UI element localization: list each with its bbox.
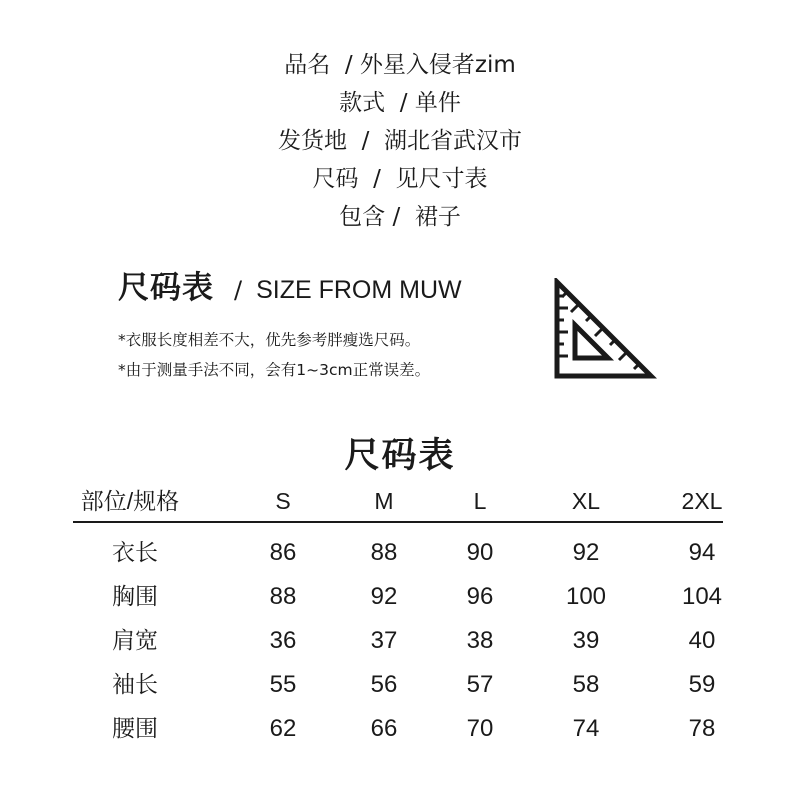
cell-value: 92: [572, 539, 600, 566]
note-error: *由于测量手法不同，会有1~3cm正常误差。: [118, 361, 431, 379]
header-part: 部位/规格: [80, 488, 180, 514]
cell-value: 78: [688, 715, 716, 742]
header-size-s: S: [275, 488, 291, 514]
cell-value: 38: [466, 627, 494, 654]
header-divider: [73, 521, 723, 523]
cell-value: 88: [370, 539, 398, 566]
heading-en: SIZE FROM MUW: [256, 276, 462, 304]
cell-value: 100: [565, 583, 607, 610]
ship-from-line: 发货地 / 湖北省武汉市: [278, 128, 522, 154]
size-chart-heading: [118, 262, 462, 307]
header-size-m: M: [374, 488, 394, 514]
cell-value: 36: [269, 627, 297, 654]
cell-value: 96: [466, 583, 494, 610]
cell-value: 90: [466, 539, 494, 566]
row-part: 袖长: [112, 672, 158, 698]
cell-value: 55: [269, 671, 297, 698]
cell-value: 39: [572, 627, 600, 654]
triangle-ruler-icon: [553, 278, 657, 380]
heading-slash: /: [234, 276, 243, 304]
cell-value: 104: [681, 583, 723, 610]
includes-line: 包含 / 裙子: [339, 204, 461, 230]
header-size-l: L: [473, 488, 487, 514]
cell-value: 74: [572, 715, 600, 742]
cell-value: 56: [370, 671, 398, 698]
cell-value: 70: [466, 715, 494, 742]
row-part: 肩宽: [112, 628, 158, 654]
cell-value: 88: [269, 583, 297, 610]
table-title: 尺码表: [344, 436, 456, 476]
note-length: *衣服长度相差不大，优先参考胖瘦选尺码。: [118, 331, 421, 349]
style-line: 款式 / 单件: [339, 90, 461, 116]
cell-value: 40: [688, 627, 716, 654]
cell-value: 94: [688, 539, 716, 566]
cell-value: 66: [370, 715, 398, 742]
row-part: 腰围: [112, 716, 158, 742]
cell-value: 59: [688, 671, 716, 698]
header-size-xl: XL: [571, 488, 601, 514]
cell-value: 58: [572, 671, 600, 698]
size-line: 尺码 / 见尺寸表: [312, 166, 488, 192]
row-part: 衣长: [112, 540, 158, 566]
heading-cn: 尺码表: [118, 270, 214, 306]
cell-value: 92: [370, 583, 398, 610]
cell-value: 57: [466, 671, 494, 698]
row-part: 胸围: [112, 584, 158, 610]
cell-value: 37: [370, 627, 398, 654]
header-size-2xl: 2XL: [681, 488, 723, 514]
cell-value: 86: [269, 539, 297, 566]
product-name-line: 品名 / 外星入侵者zim: [284, 52, 516, 78]
cell-value: 62: [269, 715, 297, 742]
